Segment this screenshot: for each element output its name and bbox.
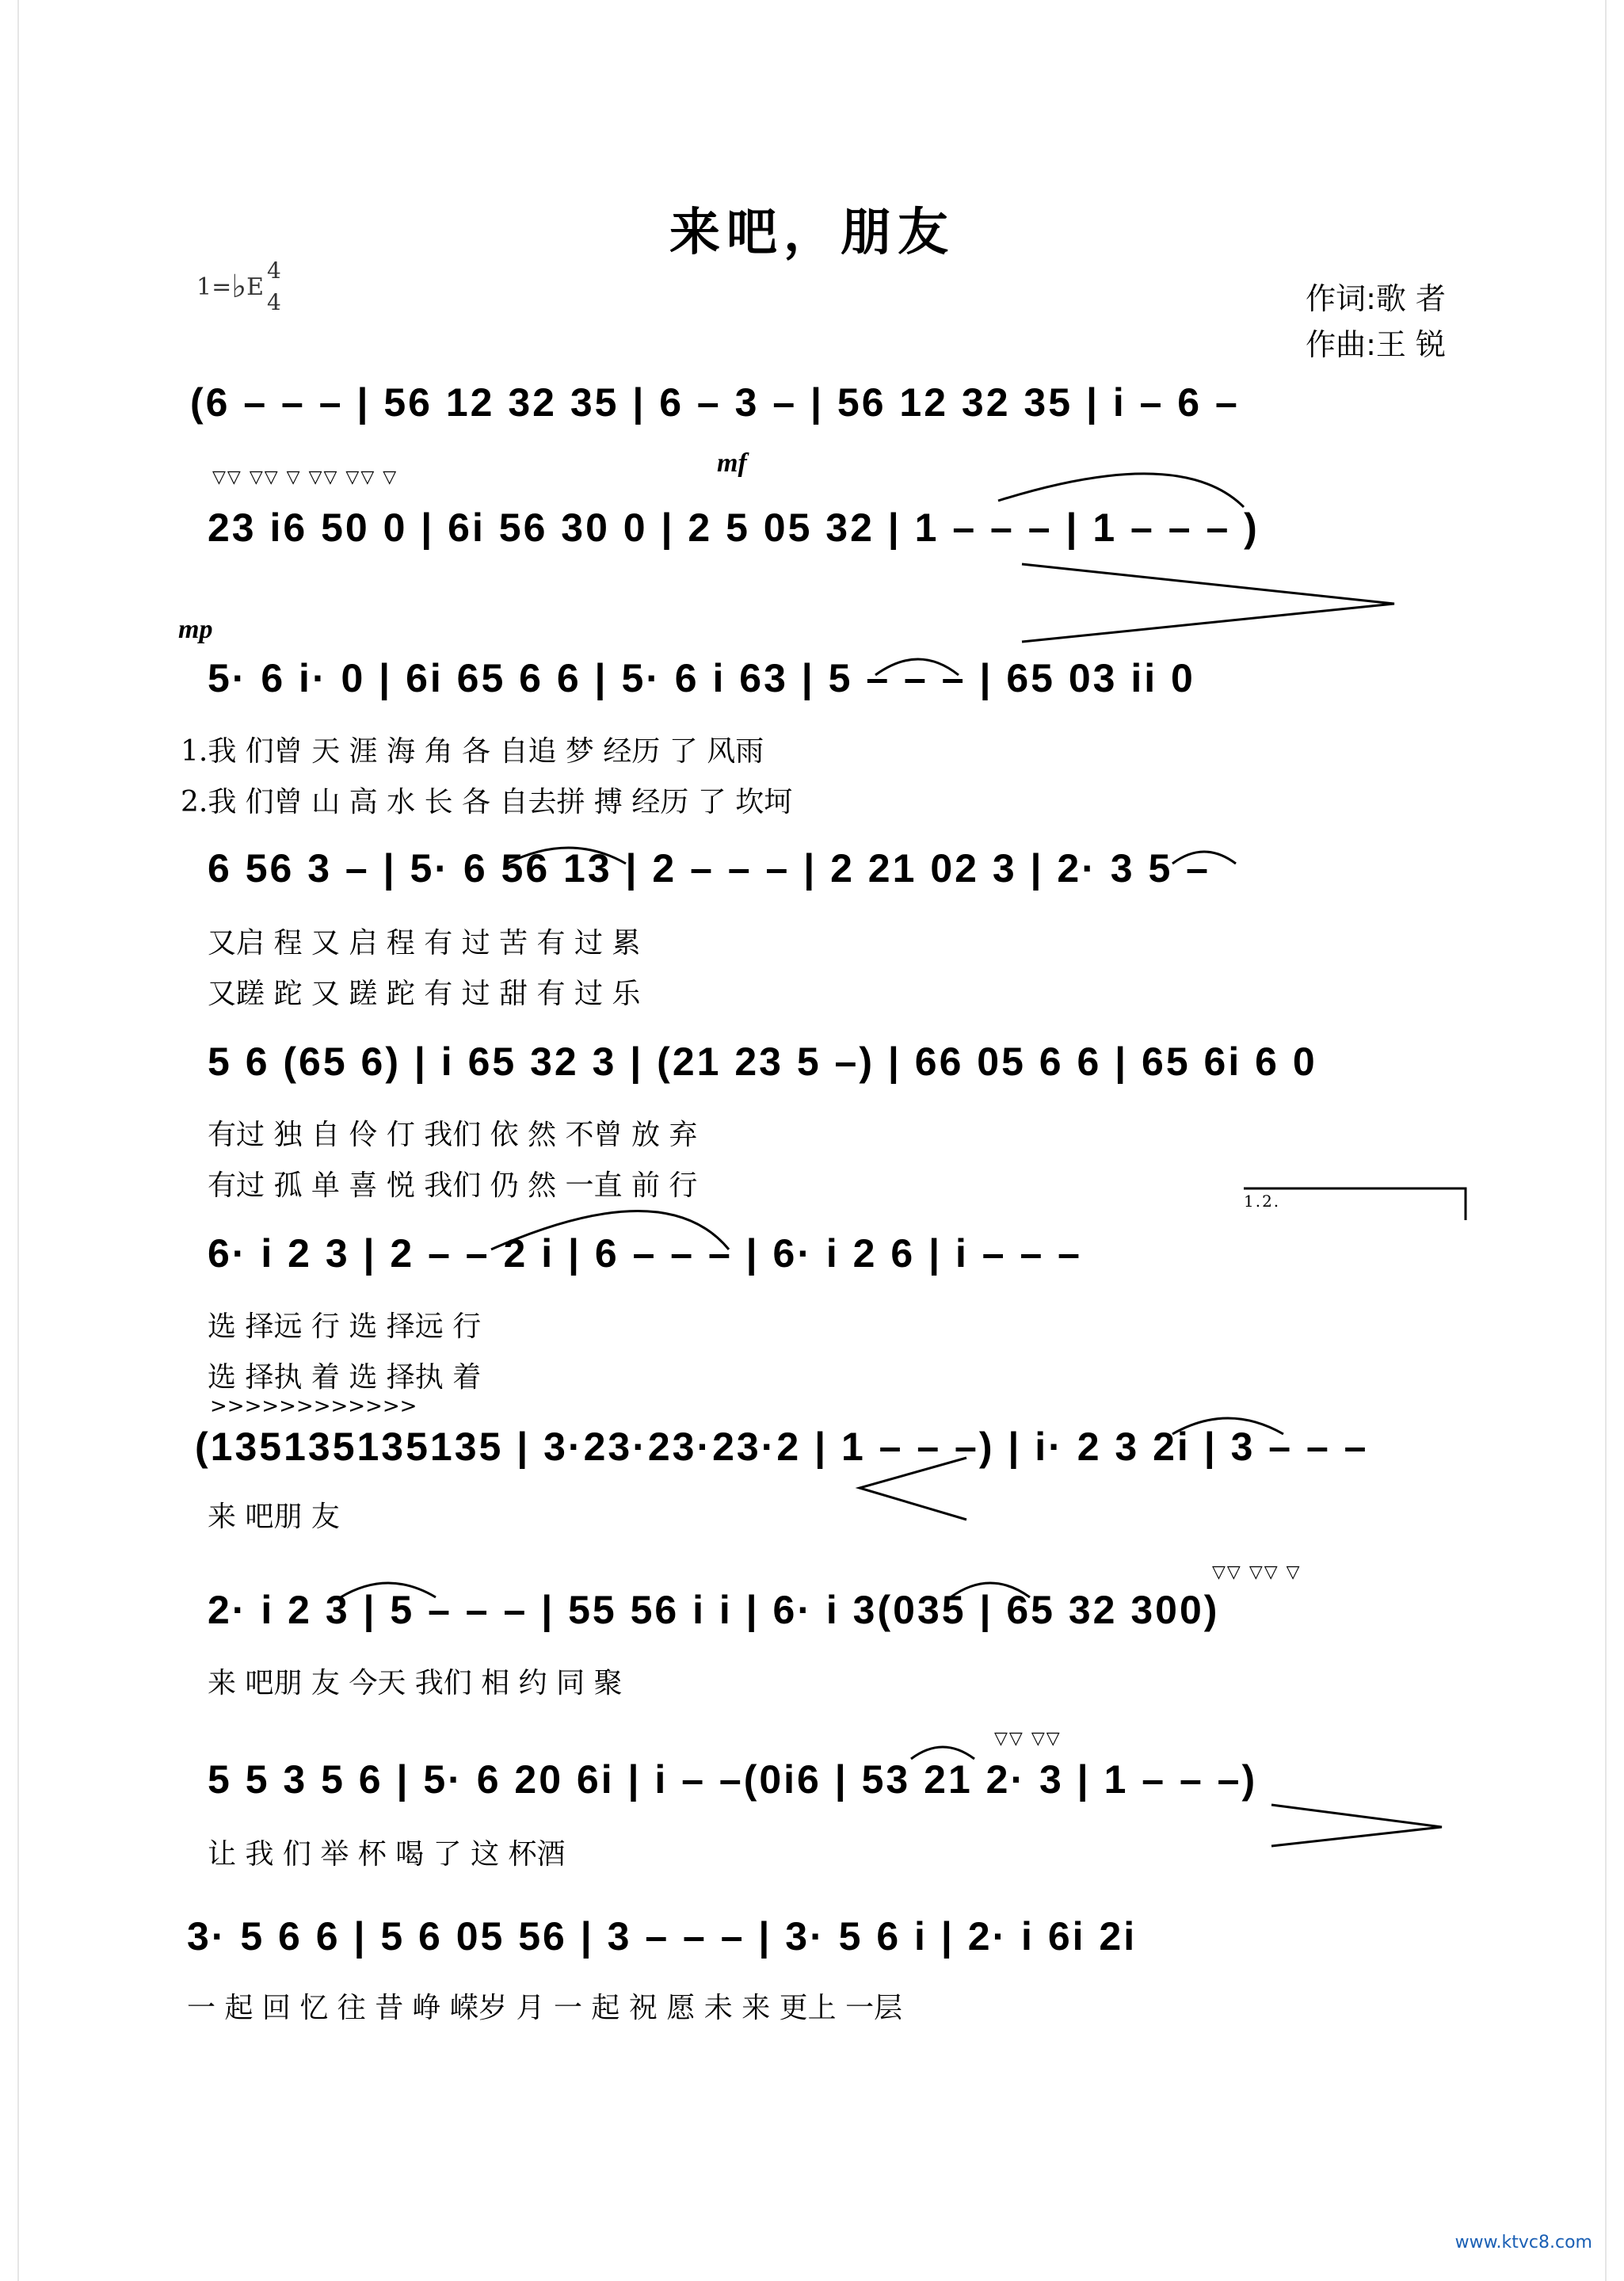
- lyricist: 作词:歌 者: [1306, 281, 1446, 316]
- tie-row2: [998, 474, 1244, 507]
- accent-marks-row11: ▽▽ ▽▽: [994, 1729, 1062, 1749]
- credits: [1306, 276, 1446, 368]
- lyrics-row-4-verse-2: 又蹉 跎 又 蹉 跎 有 过 甜 有 过 乐: [208, 978, 641, 1010]
- notes-row-8: 2· i 2 3 | 5 – – – | 55 56 i i | 6· i 3(035 | 65 32 300): [208, 1588, 1220, 1632]
- accent-marks-row2: ▽▽ ▽▽ ▽ ▽▽ ▽▽ ▽: [212, 467, 398, 487]
- composer: 作曲:王 锐: [1306, 327, 1446, 362]
- lyrics-row-9: 让 我 们 举 杯 喝 了 这 杯酒: [208, 1838, 566, 1871]
- volta-label: 1.2.: [1244, 1192, 1281, 1211]
- flat-sign: ♭: [231, 269, 247, 305]
- lyrics-row-4-verse-1: 又启 程 又 启 程 有 过 苦 有 过 累: [208, 927, 641, 959]
- notes-row-9: 5 5 3 5 6 | 5· 6 20 6i | i – –(0i6 | 53 21 2· 3 | 1 – – –): [208, 1757, 1258, 1802]
- lyrics-row-8: 来 吧朋 友 今天 我们 相 约 同 聚: [208, 1667, 623, 1699]
- notes-row-6: 6· i 2 3 | 2 – – 2 i | 6 – – – | 6· i 2 6 | i – – –: [208, 1231, 1082, 1276]
- time-signature: [267, 255, 281, 319]
- notes-row-2: 23 i6 50 0 | 6i 56 30 0 | 2 5 05 32 | 1 – – – | 1 – – – ): [208, 505, 1260, 550]
- lyrics-row-3-verse-2: 2.我 们曾 山 高 水 长 各 自去拼 搏 经历 了 坎坷: [181, 786, 793, 818]
- lyrics-row-5-verse-2: 有过 孤 单 喜 悦 我们 仍 然 一直 前 行: [208, 1169, 698, 1202]
- lyrics-row-3-verse-1: 1.我 们曾 天 涯 海 角 各 自追 梦 经历 了 风雨: [181, 735, 764, 768]
- lyrics-row-6-verse-2: 选 择执 着 选 择执 着: [208, 1361, 482, 1394]
- notes-row-3: 5· 6 i· 0 | 6i 65 6 6 | 5· 6 i 63 | 5 – – – | 65 03 ii 0: [208, 656, 1195, 700]
- lyrics-row-6-verse-1: 选 择远 行 选 择远 行: [208, 1310, 482, 1343]
- accent-marks-row10: ▽▽ ▽▽ ▽: [1212, 1562, 1302, 1582]
- key-prefix: 1=: [196, 273, 232, 301]
- decrescendo-row2: [1022, 564, 1394, 642]
- key-note: E: [246, 273, 265, 301]
- right-margin-strip: [1605, 0, 1624, 2281]
- dynamic-mf: mf: [717, 448, 747, 478]
- lyrics-row-5-verse-1: 有过 独 自 伶 仃 我们 依 然 不曾 放 弃: [208, 1119, 698, 1151]
- lyrics-row-10: 一 起 回 忆 往 昔 峥 嵘岁 月 一 起 祝 愿 未 来 更上 一层: [187, 1992, 903, 2024]
- lyrics-row-7: 来 吧朋 友: [208, 1501, 340, 1533]
- time-unit: 4: [267, 289, 281, 315]
- watermark: www.ktvc8.com: [1454, 2233, 1592, 2252]
- notes-row-7: (135135135135 | 3·23·23·23·2 | 1 – – –) | i· 2 3 2i | 3 – – –: [195, 1425, 1369, 1469]
- accent-marks-row8: >>>>>>>>>>>>: [210, 1394, 417, 1418]
- notes-row-10: 3· 5 6 6 | 5 6 05 56 | 3 – – – | 3· 5 6 i | 2· i 6i 2i: [187, 1914, 1138, 1959]
- song-title: 来吧，朋友: [669, 204, 955, 262]
- notes-row-1: (6 – – – | 56 12 32 35 | 6 – 3 – | 56 12 32 35 | i – 6 –: [190, 380, 1240, 425]
- dynamic-mp: mp: [178, 615, 213, 644]
- left-margin-strip: [0, 0, 19, 2281]
- notes-row-4: 6 56 3 – | 5· 6 56 13 | 2 – – – | 2 21 02 3 | 2· 3 5 –: [208, 846, 1210, 891]
- decrescendo-row9: [1271, 1805, 1442, 1846]
- key-signature: [196, 255, 281, 319]
- notes-row-5: 5 6 (65 6) | i 65 32 3 | (21 23 5 –) | 66 05 6 6 | 65 6i 6 0: [208, 1039, 1317, 1084]
- time-beats: 4: [267, 257, 281, 284]
